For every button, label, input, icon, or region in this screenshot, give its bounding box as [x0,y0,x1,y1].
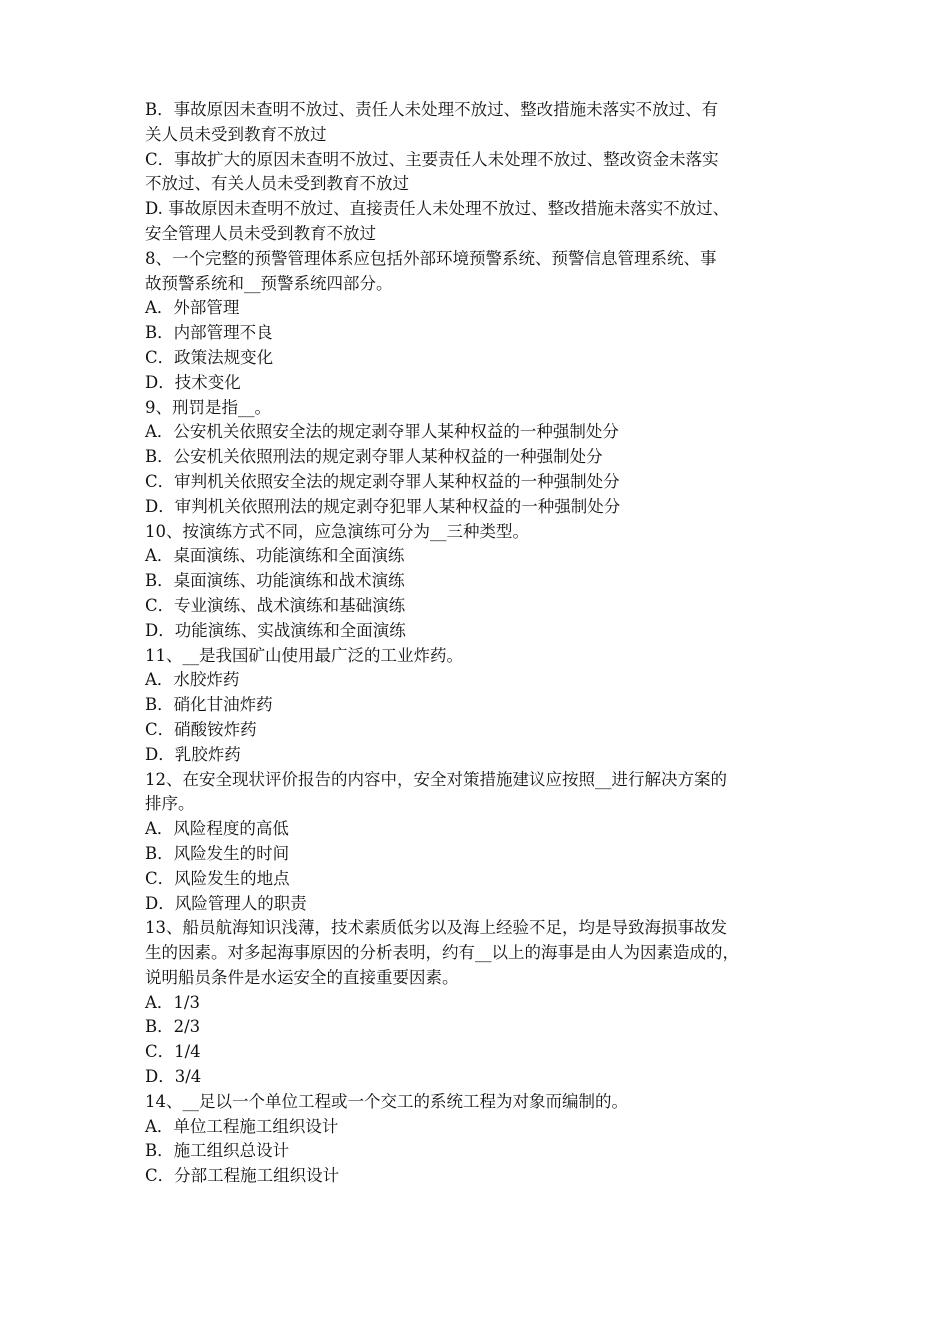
text-line: B．事故原因未查明不放过、责任人未处理不放过、整改措施未落实不放过、有 [145,100,719,119]
option-a: A．桌面演练、功能演练和全面演练 [145,546,405,566]
question-9: 9、刑罚是指__。 [145,397,271,417]
option-c: C．专业演练、战术演练和基础演练 [145,595,406,615]
document-page [145,98,810,1189]
option-c: C．硝酸铵炸药 [145,719,257,739]
option-b: B．硝化甘油炸药 [145,695,273,715]
text-line: 安全管理人员未受到教育不放过 [145,223,376,243]
question-13: 13、船员航海知识浅薄，技术素质低劣以及海上经验不足，均是导致海损事故发 [145,918,727,938]
text-line: 生的因素。对多起海事原因的分析表明，约有__以上的海事是由人为因素造成的， [145,943,739,963]
option-b: B．内部管理不良 [145,323,273,343]
option-d: D．3/4 [145,1067,202,1087]
option-d: D．功能演练、实战演练和全面演练 [145,620,406,640]
option-a: A．外部管理 [145,298,240,318]
text-line: 关人员未受到教育不放过 [145,124,327,144]
option-c: C．审判机关依照安全法的规定剥夺罪人某种权益的一种强制处分 [145,471,620,491]
option-a: A．公安机关依照安全法的规定剥夺罪人某种权益的一种强制处分 [145,422,619,442]
option-b: B．风险发生的时间 [145,843,290,863]
option-a: A．单位工程施工组织设计 [145,1116,339,1136]
option-a: A．风险程度的高低 [145,819,289,839]
option-c: C．1/4 [145,1042,201,1062]
text-line: 不放过、有关人员未受到教育不放过 [145,174,409,194]
option-d: D．风险管理人的职责 [145,893,307,913]
text-line: D. 事故原因未查明不放过、直接责任人未处理不放过、整改措施未落实不放过、 [145,199,730,219]
option-a: A．1/3 [145,992,200,1012]
text-line: C．事故扩大的原因未查明不放过、主要责任人未处理不放过、整改资金未落实 [145,149,719,169]
question-10: 10、按演练方式不同，应急演练可分为__三种类型。 [145,521,529,541]
option-c: C．分部工程施工组织设计 [145,1166,340,1186]
option-b: B．公安机关依照刑法的规定剥夺罪人某种权益的一种强制处分 [145,447,603,467]
option-a: A．水胶炸药 [145,670,240,690]
option-b: B．施工组织总设计 [145,1141,290,1161]
text-line: 排序。 [145,794,195,814]
text-line: 说明船员条件是水运安全的直接重要因素。 [145,967,459,987]
question-12: 12、在安全现状评价报告的内容中，安全对策措施建议应按照__进行解决方案的 [145,769,727,789]
option-c: C．风险发生的地点 [145,868,290,888]
option-d: D．审判机关依照刑法的规定剥夺犯罪人某种权益的一种强制处分 [145,496,621,516]
question-14: 14、__足以一个单位工程或一个交工的系统工程为对象而编制的。 [145,1091,628,1111]
text-line: 故预警系统和__预警系统四部分。 [145,273,393,293]
option-d: D．乳胶炸药 [145,744,241,764]
option-b: B．桌面演练、功能演练和战术演练 [145,571,405,591]
option-b: B．2/3 [145,1017,201,1037]
question-11: 11、__是我国矿山使用最广泛的工业炸药。 [145,645,463,665]
question-8: 8、一个完整的预警管理体系应包括外部环境预警系统、预警信息管理系统、事 [145,248,717,268]
option-c: C．政策法规变化 [145,347,274,367]
option-d: D．技术变化 [145,372,241,392]
